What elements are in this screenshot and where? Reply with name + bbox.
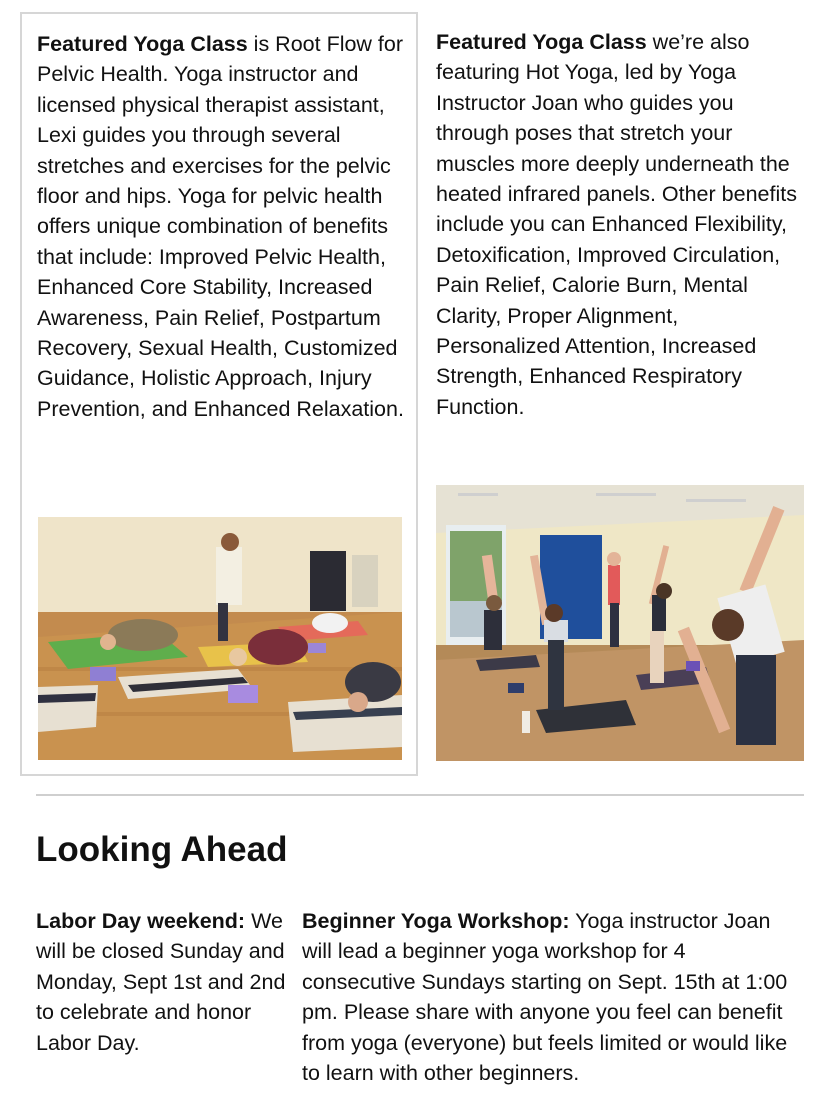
labor-day-heading: Labor Day weekend: xyxy=(36,909,246,933)
hot-yoga-class-photo xyxy=(436,485,804,761)
featured-class-hot-yoga-text xyxy=(436,27,808,422)
featured-class-heading: Featured Yoga Class xyxy=(37,32,248,56)
featured-class-root-flow-text xyxy=(37,29,409,424)
pelvic-health-class-photo xyxy=(38,517,402,760)
beginner-workshop-notice xyxy=(302,906,802,1088)
featured-class-body: is Root Flow for Pelvic Health. Yoga instructor and licensed physical therapist assistant, Lexi guides you through several stretches and exercises for the pelvic floor and hips. Yoga for pelvic health offers unique combination of benefits that include: Improved Pelvic Health, Enhanced Core Stability, Increased Awareness, Pain Relief, Postpartum Recovery, Sexual Health, Customized Guidance, Holistic Approach, Injury Prevention, and Enhanced Relaxation. xyxy=(37,32,404,421)
labor-day-notice xyxy=(36,906,286,1058)
workshop-body: Yoga instructor Joan will lead a beginner yoga workshop for 4 consecutive Sundays starting on Sept. 15th at 1:00 pm. Please share with anyone you feel can benefit from yoga (everyone) but feels limited or would like to learn with other beginners. xyxy=(302,909,788,1086)
workshop-heading: Beginner Yoga Workshop: xyxy=(302,909,570,933)
section-divider xyxy=(36,794,804,796)
featured-class-heading: Featured Yoga Class xyxy=(436,30,647,54)
labor-day-body: We will be closed Sunday and Monday, Sept 1st and 2nd to celebrate and honor Labor Day. xyxy=(36,909,286,1055)
featured-class-body: we’re also featuring Hot Yoga, led by Yoga Instructor Joan who guides you through poses that stretch your muscles more deeply underneath the heated infrared panels. Other benefits include you can Enhanced Flexibility, Detoxification, Improved Circulation, Pain Relief, Calorie Burn, Mental Clarity, Proper Alignment, Personalized Attention, Increased Strength, Enhanced Respiratory Function. xyxy=(436,30,797,419)
looking-ahead-heading: Looking Ahead xyxy=(36,830,288,869)
